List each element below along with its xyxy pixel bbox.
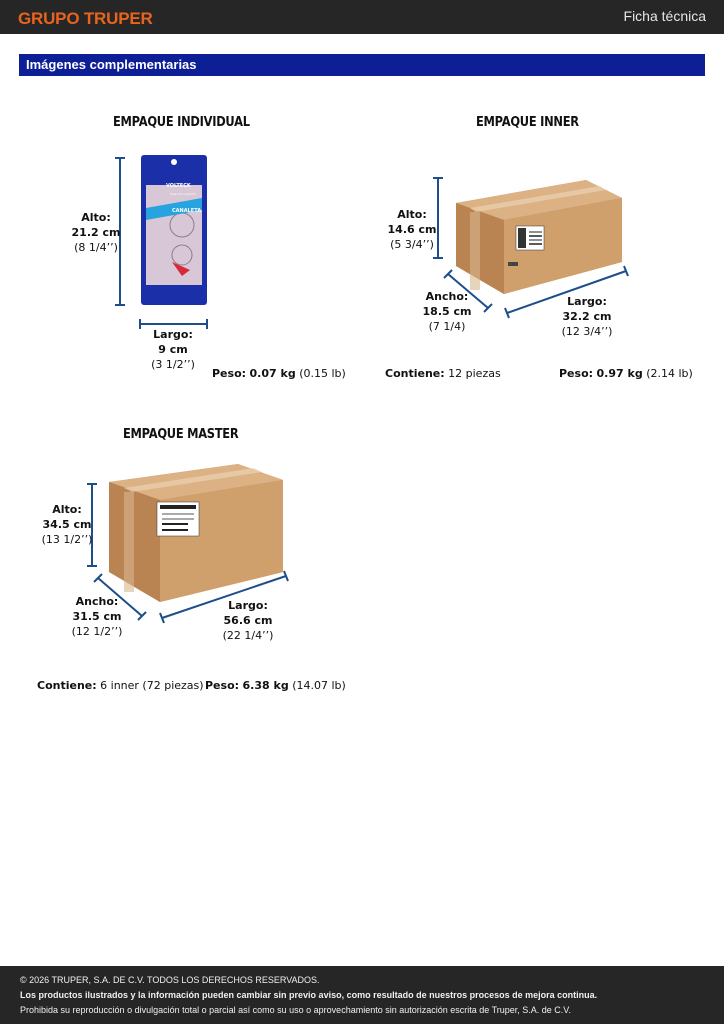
individual-alto-label: Alto: <box>81 211 111 224</box>
master-largo-imperial: (22 1/4’’) <box>222 629 274 642</box>
individual-alto-imperial: (8 1/4’’) <box>74 241 118 254</box>
product-line-label: Caja de conexión <box>170 192 196 196</box>
inner-largo-imperial: (12 3/4’’) <box>561 325 613 338</box>
individual-peso-imperial: (0.15 lb) <box>299 367 346 380</box>
individual-heading: EMPAQUE INDIVIDUAL <box>113 115 250 130</box>
document-type: Ficha técnica <box>623 8 706 24</box>
individual-largo-value: 9 cm <box>158 343 188 356</box>
master-ancho-value: 31.5 cm <box>72 610 122 623</box>
master-contiene <box>37 679 204 692</box>
inner-contiene-value: 12 piezas <box>448 367 501 380</box>
master-largo-value: 56.6 cm <box>223 614 273 627</box>
individual-peso <box>212 367 346 380</box>
inner-largo-label: Largo: <box>567 295 607 308</box>
master-alto-imperial: (13 1/2’’) <box>41 533 93 546</box>
top-bar <box>0 0 724 34</box>
individual-largo-imperial: (3 1/2’’) <box>151 358 195 371</box>
inner-largo <box>556 294 618 339</box>
master-ancho-label: Ancho: <box>75 595 119 608</box>
footer <box>0 966 724 1024</box>
master-largo-label: Largo: <box>228 599 268 612</box>
footer-copyright: © 2026 TRUPER, S.A. DE C.V. TODOS LOS DERECHOS RESERVADOS. <box>20 975 320 985</box>
master-alto-label: Alto: <box>52 503 82 516</box>
inner-alto <box>386 207 438 252</box>
inner-peso-imperial: (2.14 lb) <box>646 367 693 380</box>
individual-largo-label: Largo: <box>153 328 193 341</box>
master-alto <box>40 502 94 547</box>
inner-ancho <box>419 289 475 334</box>
master-peso-label: Peso: <box>205 679 240 692</box>
inner-alto-label: Alto: <box>397 208 427 221</box>
master-largo <box>216 598 280 643</box>
canaleta-label: CANALETA <box>172 208 202 214</box>
inner-peso <box>559 367 693 380</box>
master-alto-value: 34.5 cm <box>42 518 92 531</box>
inner-ancho-imperial: (7 1/4) <box>428 320 466 333</box>
section-header <box>19 54 705 76</box>
master-heading: EMPAQUE MASTER <box>123 427 239 442</box>
individual-peso-value: 0.07 kg <box>249 367 296 380</box>
brand-logo: GRUPO TRUPER <box>18 9 153 28</box>
volteck-label: VOLTECK <box>166 183 191 189</box>
footer-prohibition: Prohibida su reproducción o divulgación total o parcial así como su uso o aprovechamiento sin autorización escrita de Truper, S.A. de C.V. <box>20 1005 571 1015</box>
master-ancho-imperial: (12 1/2’’) <box>71 625 123 638</box>
inner-peso-label: Peso: <box>559 367 594 380</box>
inner-contiene-label: Contiene: <box>385 367 445 380</box>
master-peso-value: 6.38 kg <box>242 679 289 692</box>
individual-alto-value: 21.2 cm <box>71 226 121 239</box>
inner-largo-value: 32.2 cm <box>562 310 612 323</box>
individual-peso-label: Peso: <box>212 367 247 380</box>
individual-largo <box>145 327 201 372</box>
master-contiene-label: Contiene: <box>37 679 97 692</box>
inner-alto-imperial: (5 3/4’’) <box>390 238 434 251</box>
master-peso-imperial: (14.07 lb) <box>292 679 346 692</box>
master-ancho <box>68 594 126 639</box>
individual-package-image <box>110 150 220 335</box>
inner-heading: EMPAQUE INNER <box>476 115 579 130</box>
inner-contiene <box>385 367 501 380</box>
inner-alto-value: 14.6 cm <box>387 223 437 236</box>
master-peso <box>205 679 346 692</box>
individual-alto <box>70 210 122 255</box>
inner-ancho-value: 18.5 cm <box>422 305 472 318</box>
section-title: Imágenes complementarias <box>26 57 197 72</box>
inner-ancho-label: Ancho: <box>425 290 469 303</box>
master-contiene-value: 6 inner (72 piezas) <box>100 679 204 692</box>
inner-peso-value: 0.97 kg <box>596 367 643 380</box>
footer-notice: Los productos ilustrados y la información pueden cambiar sin previo aviso, como resultado de nuestros procesos de mejora continua. <box>20 990 598 1000</box>
